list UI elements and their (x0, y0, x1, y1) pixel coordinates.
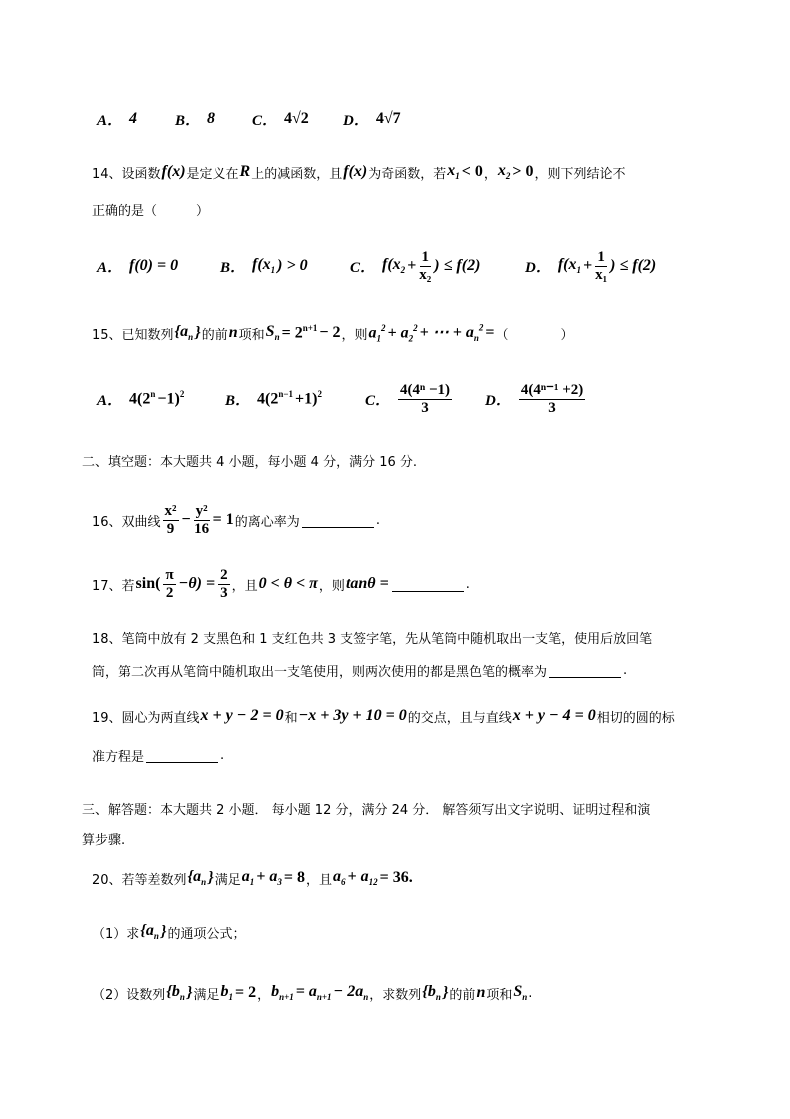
math-expression (334, 983, 369, 1002)
math-expression (583, 257, 592, 275)
math-expression (447, 162, 460, 181)
math-expression (235, 984, 256, 1002)
math-text: n (476, 984, 486, 1001)
text-run: 的前 (449, 987, 476, 1003)
math-expression (284, 110, 309, 128)
math-expression (333, 868, 346, 887)
math-subscript: 1 (455, 171, 460, 182)
text-run: . (623, 662, 628, 678)
math-subscript: 1 (270, 265, 276, 276)
q14-option-a (97, 244, 179, 288)
text-run: 算步骤. (82, 832, 126, 848)
math-text: + a (256, 868, 278, 886)
math-subscript: n (274, 332, 280, 343)
math-expression (407, 257, 416, 275)
option-label: B． (220, 259, 246, 276)
q19-line2 (92, 735, 224, 775)
fraction-denominator: 9 (166, 520, 175, 537)
math-text: −1) (157, 390, 180, 408)
math-expression (136, 575, 161, 593)
math-text: } (442, 984, 449, 1001)
q14-stem-line1 (92, 152, 626, 192)
math-text: − 2 (319, 324, 341, 341)
option-label: C． (350, 259, 376, 276)
math-expression (382, 256, 405, 275)
math-expression (161, 923, 167, 941)
math-expression (513, 707, 596, 725)
math-text: 4(2 (129, 390, 151, 408)
math-expression (282, 323, 318, 342)
math-text: − 2a (333, 983, 364, 1001)
math-expression (346, 575, 389, 593)
fraction (519, 382, 585, 417)
math-expression (296, 983, 332, 1002)
math-expression (129, 110, 137, 128)
text-run: （2）设数列 (92, 987, 166, 1003)
fraction-numerator: 4(4ⁿ −1) (400, 381, 451, 398)
math-text: {a (187, 868, 202, 886)
math-text: f(x) (161, 163, 186, 180)
text-run: 的前 (201, 327, 228, 343)
math-text: 0 < θ < π (258, 575, 318, 592)
math-expression (513, 983, 527, 1002)
section3-heading-line1 (82, 788, 650, 828)
math-expression (476, 984, 485, 1002)
math-text: b (271, 983, 280, 1001)
math-superscript: 2 (317, 389, 322, 400)
option-label: C． (252, 112, 278, 129)
math-subscript: n (363, 992, 369, 1003)
text-run: 20、若等差数列 (92, 872, 187, 888)
math-superscript: 2 (179, 389, 185, 400)
fraction-denominator: x₂ (419, 266, 432, 283)
fraction-numerator: π (165, 566, 174, 583)
math-text: S (265, 323, 275, 341)
math-subscript: 2 (400, 265, 406, 276)
text-run: 满足 (193, 987, 220, 1003)
text-run: 满足 (214, 872, 241, 888)
math-superscript: n (150, 389, 156, 400)
option-label: A． (97, 112, 123, 129)
q15-stem (92, 313, 574, 353)
math-expression (129, 257, 178, 275)
math-subscript: n+1 (279, 992, 294, 1003)
option-label: C． (365, 392, 391, 409)
text-run: （ ） (495, 327, 574, 343)
math-expression (179, 575, 215, 593)
math-expression (512, 163, 533, 181)
math-text: {a (174, 323, 189, 341)
text-run: . (465, 576, 470, 592)
section3-heading-line2 (82, 818, 125, 858)
option-label: A． (97, 392, 123, 409)
text-run: ，则下列结论不 (534, 166, 626, 182)
math-expression (277, 257, 307, 275)
math-text: 4 (129, 110, 138, 127)
answer-blank (302, 513, 374, 528)
math-expression (188, 868, 207, 887)
math-text: + (583, 257, 593, 274)
math-text: {a (140, 922, 154, 940)
math-subscript: 12 (368, 877, 378, 888)
math-expression (140, 922, 159, 941)
math-text: f(x) (343, 163, 368, 180)
text-run: 正确的是（ ） (92, 203, 210, 219)
q16 (92, 500, 380, 540)
fraction-denominator: x₁ (595, 266, 608, 283)
text-run: ， (257, 987, 271, 1003)
math-text: = 1 (212, 511, 234, 528)
math-text: −x + 3y + 10 = 0 (298, 707, 407, 724)
text-run: 相切的圆的标 (596, 710, 675, 726)
q20-part1 (92, 912, 245, 952)
text-run: 项和 (238, 327, 265, 343)
q15-option-b (225, 377, 323, 421)
math-text: < 0 (461, 163, 483, 180)
math-expression (348, 868, 378, 887)
option-label: D． (343, 112, 369, 129)
text-run: 16、双曲线 (92, 514, 161, 530)
math-text: f(x (382, 256, 401, 274)
math-expression (208, 869, 214, 887)
section2-heading (82, 440, 417, 480)
math-expression (295, 389, 322, 408)
math-text: = 36. (379, 869, 413, 886)
math-expression (434, 257, 480, 275)
math-text: x + y − 2 = 0 (200, 707, 284, 724)
math-subscript: 2 (505, 171, 511, 182)
option-label: D． (485, 392, 511, 409)
math-text: } (186, 984, 193, 1001)
math-subscript: 1 (249, 877, 255, 888)
math-expression (284, 869, 305, 887)
text-run: ， (483, 166, 497, 182)
math-expression (195, 324, 201, 342)
math-expression (240, 163, 251, 181)
math-expression (187, 984, 193, 1002)
text-run: ，且 (305, 872, 332, 888)
math-superscript: 2 (380, 322, 386, 333)
answer-blank (549, 663, 621, 678)
math-expression (166, 983, 185, 1002)
text-run: 是定义在 (186, 166, 239, 182)
math-text: x (497, 162, 506, 180)
fraction (595, 249, 607, 284)
math-subscript: n (522, 992, 528, 1003)
math-text: f(x (557, 256, 577, 274)
math-text: } (160, 923, 167, 940)
math-expression (213, 511, 234, 529)
option-label: D． (525, 259, 551, 276)
answer-blank (146, 748, 218, 763)
text-run: . (528, 985, 533, 1001)
q13-option-c (252, 97, 310, 141)
math-expression (256, 868, 282, 887)
text-run: 准方程是 (92, 749, 145, 765)
math-text: = 2 (281, 324, 303, 342)
math-text: a (333, 868, 341, 886)
fraction (163, 503, 179, 538)
math-expression (343, 163, 367, 181)
fraction-denominator: 3 (548, 399, 556, 416)
text-run: ，则 (318, 578, 345, 594)
math-text: = (485, 324, 495, 341)
q19-line1 (92, 696, 675, 736)
text-run: 和 (284, 710, 298, 726)
q15-option-c (365, 377, 454, 421)
math-subscript: n+1 (316, 992, 332, 1003)
math-subscript: 1 (376, 333, 381, 344)
text-run: （1）求 (92, 926, 140, 942)
math-expression (220, 983, 233, 1002)
fraction-numerator: 1 (597, 248, 605, 265)
text-run: 的离心率为 (234, 514, 300, 530)
math-text: 8 (207, 110, 216, 127)
math-text: sin( (135, 575, 161, 592)
math-subscript: 3 (277, 877, 282, 888)
math-text: a (368, 324, 377, 342)
fraction (218, 567, 230, 602)
math-expression (252, 256, 275, 275)
math-text: +1) (294, 390, 318, 408)
fraction-numerator: 4(4ⁿ⁻¹ +2) (520, 381, 584, 398)
text-run: 筒，第二次再从笔筒中随机取出一支笔使用，则两次使用的都是黑色笔的概率为 (92, 664, 548, 680)
math-text: ) > 0 (277, 257, 308, 274)
option-label: B． (225, 392, 251, 409)
math-text: + a (347, 868, 369, 886)
math-text: } (208, 869, 214, 886)
math-text: + a (387, 324, 409, 342)
math-expression (368, 323, 385, 344)
q18-line2 (92, 650, 627, 690)
text-run: ，且 (231, 578, 258, 594)
math-text: 4√7 (375, 110, 401, 127)
math-expression (610, 257, 656, 275)
math-expression (201, 707, 284, 725)
fraction-numerator: 1 (421, 248, 430, 265)
fraction-denominator: 3 (421, 399, 429, 416)
math-superscript: 2 (413, 322, 418, 333)
math-text: n (228, 324, 238, 341)
text-run: 15、已知数列 (92, 327, 174, 343)
q14-option-c (350, 244, 481, 288)
math-expression (376, 110, 401, 128)
math-expression (299, 707, 407, 725)
math-text: = a (295, 983, 317, 1001)
answer-blank (392, 577, 464, 592)
math-expression (462, 163, 483, 181)
option-label: B． (175, 112, 201, 129)
math-expression (129, 389, 155, 408)
math-expression (157, 389, 184, 408)
text-run: 二、填空题：本大题共 4 小题，每小题 4 分，满分 16 分. (82, 454, 418, 470)
math-text: {b (422, 983, 436, 1001)
math-expression (319, 324, 340, 342)
math-text: R (239, 163, 251, 180)
text-run: 18、笔筒中放有 2 支黑色和 1 支红色共 3 支签字笔，先从笔筒中随机取出一支笔，使用后放回笔 (92, 631, 653, 647)
math-subscript: 1 (228, 992, 233, 1003)
math-text: S (513, 983, 523, 1001)
math-expression (207, 110, 215, 128)
math-expression (485, 324, 494, 342)
q15-option-d (485, 377, 587, 421)
q15-option-a (97, 377, 185, 421)
text-run: 上的减函数，且 (251, 166, 343, 182)
math-subscript: n (473, 333, 479, 344)
fraction-numerator: y² (195, 502, 208, 519)
math-expression (182, 511, 191, 529)
math-text: tanθ = (345, 575, 389, 592)
q20-part2 (92, 973, 532, 1013)
text-run: ，则 (341, 327, 368, 343)
math-text: } (195, 324, 201, 341)
math-expression (271, 983, 294, 1002)
math-text: + (407, 257, 417, 274)
math-expression (266, 323, 280, 342)
math-text: = 8 (283, 869, 305, 886)
q14-option-d (525, 244, 657, 288)
math-expression (422, 983, 441, 1002)
math-text: 4(2 (257, 390, 279, 408)
math-subscript: n (179, 992, 185, 1003)
math-subscript: n (435, 992, 441, 1003)
math-text: {b (166, 983, 180, 1001)
math-subscript: 6 (341, 877, 346, 888)
text-run: ，求数列 (369, 987, 422, 1003)
math-text: a (241, 868, 250, 886)
fraction-numerator: x² (164, 502, 177, 519)
fraction (194, 503, 210, 538)
q14-stem-line2 (92, 189, 209, 229)
math-subscript: 1 (576, 265, 581, 276)
math-text: x + y − 4 = 0 (512, 707, 596, 724)
text-run: 三、解答题：本大题共 2 小题． 每小题 12 分，满分 24 分． 解答须写出文字说明、证明过程和演 (82, 802, 651, 818)
text-run: 17、若 (92, 578, 135, 594)
math-subscript: 2 (408, 333, 414, 344)
math-text: −θ) = (178, 575, 216, 592)
math-subscript: n (153, 931, 159, 942)
math-expression (387, 323, 417, 344)
fraction (419, 249, 431, 284)
text-run: 项和 (486, 987, 513, 1003)
q13-option-d (343, 97, 402, 141)
fraction (163, 567, 175, 602)
text-run: 19、圆心为两直线 (92, 710, 200, 726)
text-run: 为奇函数，若 (368, 166, 447, 182)
math-text: ) ≤ f(2) (610, 257, 657, 274)
math-expression (443, 984, 449, 1002)
math-expression (259, 575, 318, 593)
math-expression (558, 256, 581, 275)
math-text: = 2 (234, 984, 257, 1001)
fraction (398, 382, 452, 417)
q17 (92, 564, 470, 604)
q13-option-b (175, 97, 216, 141)
q14-option-b (220, 244, 309, 288)
math-text: + ⋯ + a (419, 324, 474, 342)
text-run: . (375, 512, 380, 528)
math-superscript: 2 (478, 323, 484, 334)
math-expression (420, 322, 484, 343)
text-run: . (220, 747, 225, 763)
math-text: − (181, 511, 191, 528)
fraction-numerator: 2 (220, 566, 228, 583)
math-text: f(0) = 0 (129, 257, 179, 274)
text-run: 的通项公式； (167, 926, 246, 942)
fraction-denominator: 2 (165, 584, 174, 601)
math-text: 4√2 (284, 110, 309, 127)
option-label: A． (97, 259, 123, 276)
text-run: 的交点，且与直线 (407, 710, 512, 726)
math-expression (380, 869, 413, 887)
fraction-denominator: 3 (220, 584, 228, 601)
math-text: ) ≤ f(2) (434, 257, 481, 274)
fraction-denominator: 16 (194, 520, 210, 537)
math-text: x (447, 162, 456, 180)
math-expression (498, 162, 511, 181)
q20-stem (92, 858, 414, 898)
math-subscript: n (188, 332, 194, 343)
math-expression (257, 389, 293, 408)
math-subscript: n (201, 877, 207, 888)
math-expression (229, 324, 238, 342)
math-expression (242, 868, 255, 887)
math-text: b (220, 983, 229, 1001)
math-text: > 0 (512, 163, 534, 180)
math-text: f(x (252, 256, 271, 274)
math-expression (162, 163, 186, 181)
math-superscript: n−1 (278, 389, 293, 400)
math-superscript: n+1 (302, 323, 318, 334)
math-expression (175, 323, 194, 342)
text-run: 14、设函数 (92, 166, 161, 182)
q13-option-a (97, 97, 138, 141)
